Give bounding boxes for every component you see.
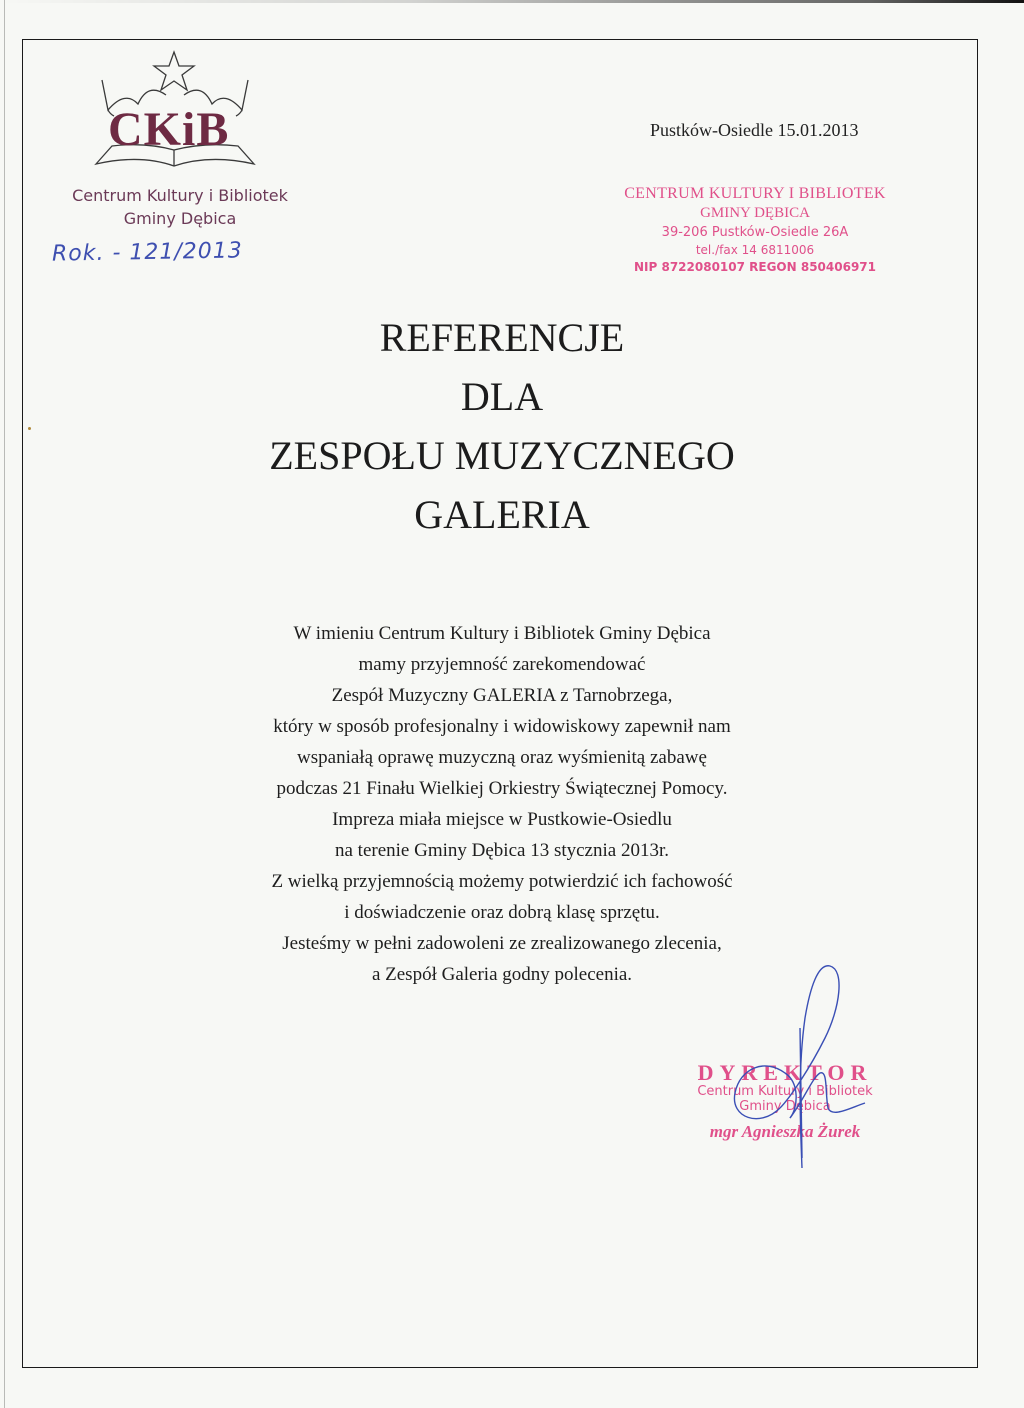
director-name: mgr Agnieszka Żurek xyxy=(709,1122,861,1141)
stamp-tax-ids: NIP 8722080107 REGON 850406971 xyxy=(633,260,876,274)
handwritten-reference-number: Rok. - 121/2013 xyxy=(51,238,244,267)
director-title: DYREKTOR xyxy=(697,1060,873,1085)
body-line: Impreza miała miejsce w Pustkowie-Osiedlu xyxy=(332,809,672,830)
title-line1: REFERENCJE xyxy=(379,315,625,360)
body-line: Jesteśmy w pełni zadowoleni ze zrealizowanego zlecenia, xyxy=(282,933,722,954)
body-line: wspaniałą oprawę muzyczną oraz wyśmienitą zabawę xyxy=(297,747,707,768)
body-line: Zespół Muzyczny GALERIA z Tarnobrzega, xyxy=(331,685,673,706)
title-line4: GALERIA xyxy=(414,492,590,537)
org-name-line2: Gminy Dębica xyxy=(123,209,237,228)
org-name-line1: Centrum Kultury i Bibliotek xyxy=(72,186,288,205)
body-line: mamy przyjemność zarekomendować xyxy=(358,654,646,675)
title-line3: ZESPOŁU MUZYCZNEGO xyxy=(269,433,735,478)
handwritten-signature-icon xyxy=(690,958,890,1178)
director-org-line1: Centrum Kultury i Bibliotek xyxy=(697,1084,873,1099)
stamp-phone: tel./fax 14 6811006 xyxy=(695,243,815,257)
body-line: na terenie Gminy Dębica 13 stycznia 2013r. xyxy=(335,840,669,861)
stamp-line1: CENTRUM KULTURY I BIBLIOTEK xyxy=(624,185,886,202)
director-org-line2: Gminy Dębica xyxy=(739,1099,831,1114)
stamp-line2: GMINY DĘBICA xyxy=(700,205,810,221)
body-line: który w sposób profesjonalny i widowiskowy zapewnił nam xyxy=(273,716,731,737)
stamp-address: 39-206 Pustków-Osiedle 26A xyxy=(661,225,849,240)
address-stamp xyxy=(600,184,910,276)
logo-text: CKiB xyxy=(108,103,230,156)
body-line: W imieniu Centrum Kultury i Bibliotek Gminy Dębica xyxy=(293,623,711,644)
scan-edge-top xyxy=(0,0,1024,3)
body-line: Z wielką przyjemnością możemy potwierdzić ich fachowość xyxy=(271,871,733,892)
place-and-date: Pustków-Osiedle 15.01.2013 xyxy=(650,120,859,140)
body-line: a Zespół Galeria godny polecenia. xyxy=(371,964,633,985)
reference-body xyxy=(0,618,1004,990)
body-line: podczas 21 Finału Wielkiej Orkiestry Świątecznej Pomocy. xyxy=(276,778,728,799)
body-line: i doświadczenie oraz dobrą klasę sprzętu. xyxy=(344,902,660,923)
scan-speck xyxy=(28,427,31,430)
title-line2: DLA xyxy=(460,374,544,419)
document-title xyxy=(0,308,1004,544)
